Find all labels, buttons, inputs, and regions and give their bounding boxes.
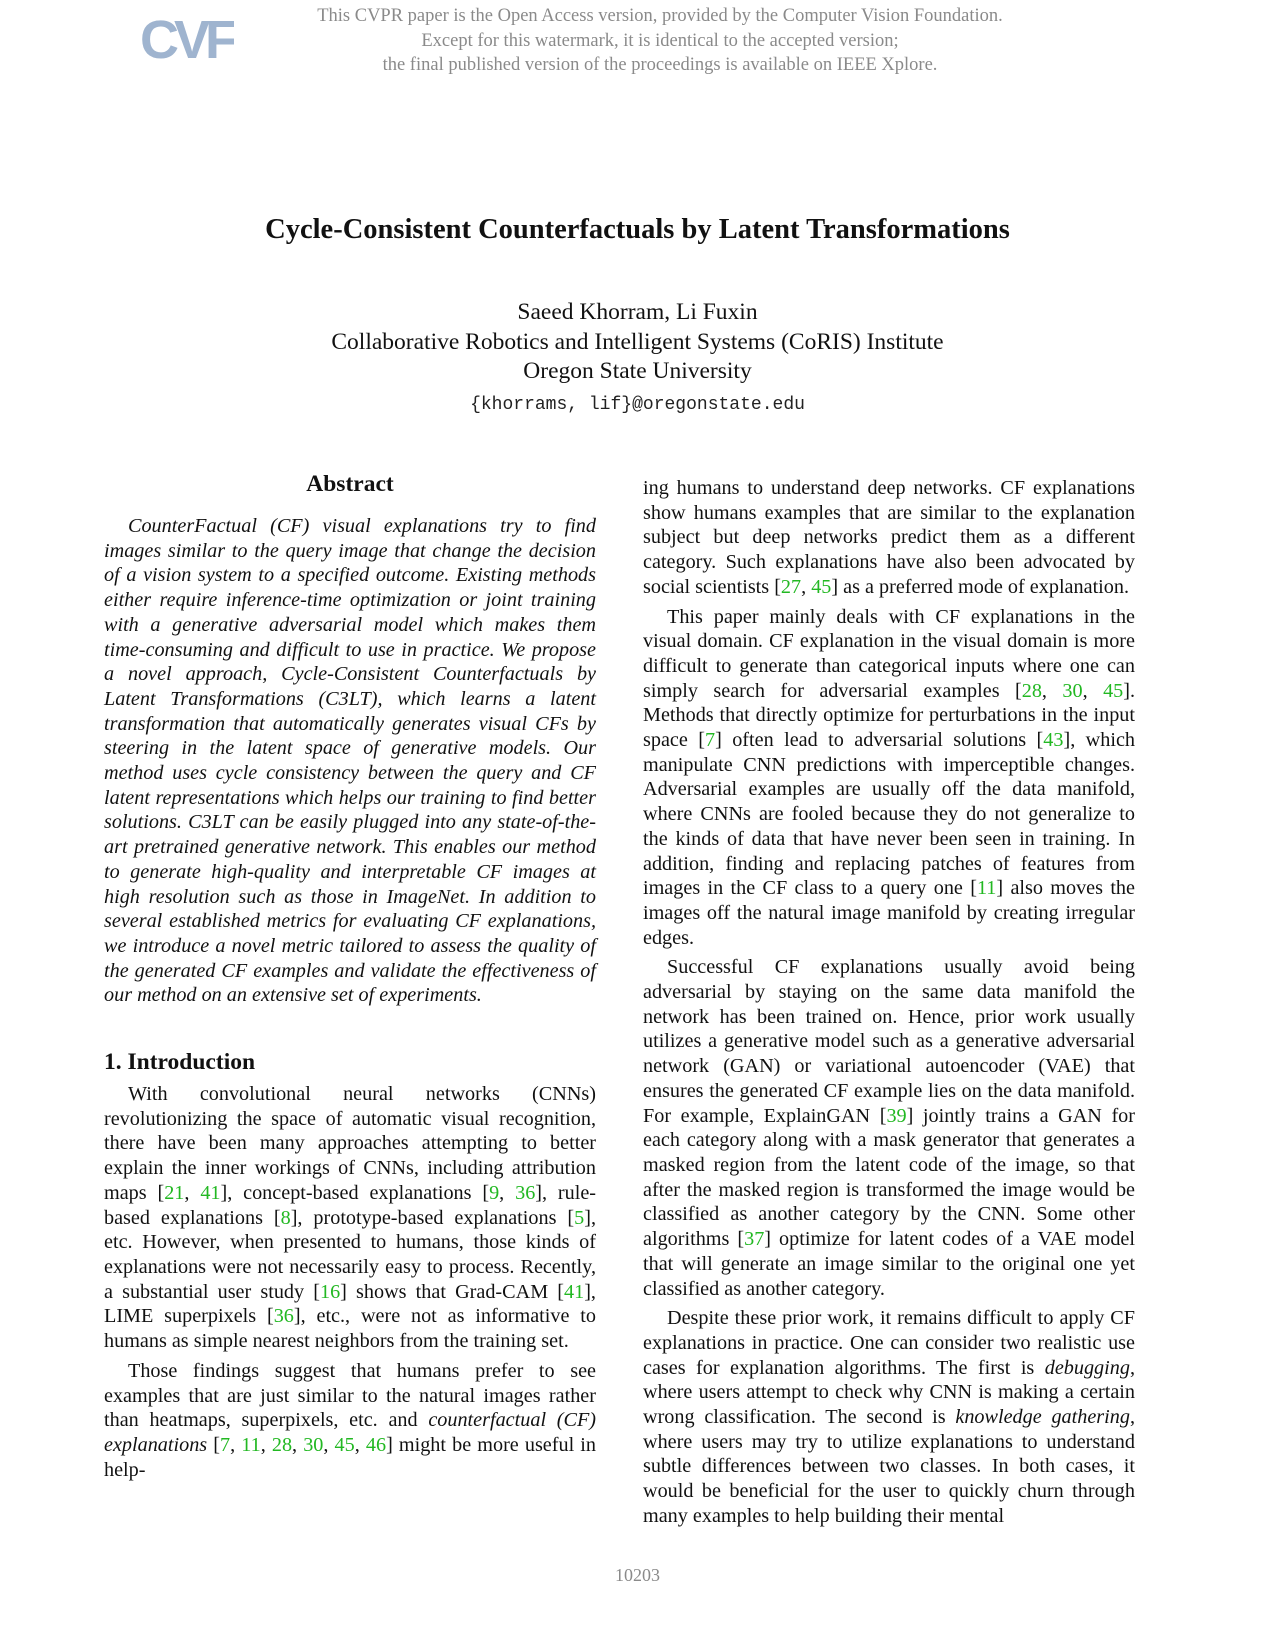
citation-link[interactable]: 36 [273,1305,294,1328]
text-run: , [801,575,812,598]
citation-link[interactable]: 7 [704,729,716,752]
text-run: ], which manipulate CNN predictions with imperceptible changes. Adversarial examples are usually off the data manifold, where CNNs are fooled because they do not generalize to the kinds of data that have never been seen in training. In addition, finding and replacing patches of features from images in the CF class to a query one [ [643,729,1136,900]
text-run: ], concept-based explanations [ [220,1181,490,1204]
cvf-logo [138,8,234,72]
citation-link[interactable]: 28 [271,1433,293,1456]
paper-title: Cycle-Consistent Counterfactuals by Latent Transformations [265,214,1010,245]
text-run: ] as a preferred mode of explanation. [831,575,1130,598]
text-run: ], etc. However, when presented to humans, those kinds of explanations were not necessarily easy to process. Recently, a substantial user study [ [104,1206,596,1303]
left-column [104,470,596,1482]
text-run: ], etc., were not as informative to humans as simple nearest neighbors from the training set. [104,1305,596,1353]
citation-link[interactable]: 41 [200,1181,221,1204]
text-run: , [260,1433,272,1456]
text-run: , [1082,679,1104,702]
open-access-watermark [230,4,1090,78]
citation-link[interactable]: 7 [220,1433,231,1456]
text-run: Successful CF explanations usually avoid being adversarial by staying on the same data manifold the network has been trained on. Hence, prior work usually utilizes a generative model such as a generative adversarial network (GAN) or variational autoencoder (VAE) that ensures the generated CF example lies on the data manifold. For example, ExplainGAN [ [643,956,1135,1127]
watermark-line-1: This CVPR paper is the Open Access version, provided by the Computer Vision Foundation. [317,6,1003,26]
citation-link[interactable]: 45 [334,1433,355,1456]
abstract-text: CounterFactual (CF) visual explanations try to find images similar to the query image that change the decision of a vision system to a specified outcome. Existing methods either require inference-time optimization or joint training with a generative adversarial model which makes them time-consuming and difficult to use in practice. We propose a novel approach, Cycle-Consistent Counterfactuals by Latent Transformations (C3LT), which learns a latent transformation that automatically generates visual CFs by steering in the latent space of generative models. Our method uses cycle consistency between the query and CF latent representations which helps our training to find better solutions. C3LT can be easily plugged into any state-of-the-art pretrained generative network. This enables our method to generate high-quality and interpretable CF images at high resolution such as those in ImageNet. In addition to several established metrics for evaluating CF explanations, we introduce a novel metric tailored to assess the quality of the generated CF examples and validate the effectiveness of our method on an extensive set of experiments. [104,515,596,1007]
citation-link[interactable]: 5 [574,1206,585,1229]
text-run: ], rule-based explanations [ [104,1181,597,1229]
citation-link[interactable]: 30 [1062,679,1083,702]
text-run: , [230,1433,242,1456]
citation-link[interactable]: 36 [515,1181,536,1204]
text-run: ], prototype-based explanations [ [290,1206,575,1229]
right-column [643,476,1135,1529]
intro-paragraph-5 [643,1306,1135,1528]
intro-paragraph-4 [643,955,1135,1301]
text-run: ing humans to understand deep networks. CF explanations show humans examples that are similar to the explanation subject but deep networks predict them as a different category. Such explanations have also been advocated by social scientists [ [643,477,1135,598]
text-run: ] also moves the images off the natural image manifold by creating irregular edges. [643,877,1135,949]
intro-paragraph-1 [104,1082,596,1354]
intro-paragraph-3 [643,605,1135,951]
author-affiliation-1: Collaborative Robotics and Intelligent Systems (CoRIS) Institute [331,328,944,355]
text-run: , [292,1433,304,1456]
author-names: Saeed Khorram, Li Fuxin [517,299,758,325]
intro-heading: 1. Introduction [104,1049,256,1076]
cvf-logo-text: CVF [140,10,233,70]
citation-link[interactable]: 45 [1103,679,1124,702]
text-run: Those findings suggest that humans prefer to see examples that are just similar to the natural images rather than heatmaps, superpixels, etc. and [104,1359,596,1432]
citation-link[interactable]: 11 [976,877,997,900]
text-run: , where users attempt to check why CNN is making a certain wrong classification. The second is [643,1356,1135,1429]
author-block [0,298,1275,420]
author-affiliation-2: Oregon State University [523,358,752,384]
text-run: [ [207,1433,220,1456]
text-run: This paper mainly deals with CF explanations in the visual domain. CF explanation in the visual domain is more difficult to generate than categorical inputs where one can simply search for adversarial examples [ [643,605,1135,702]
citation-link[interactable]: 8 [280,1206,291,1229]
text-run: Despite these prior work, it remains difficult to apply CF explanations in practice. One can consider two realistic use cases for explanation algorithms. The first is [643,1307,1135,1379]
citation-link[interactable]: 37 [744,1228,765,1251]
page-number: 10203 [615,1565,660,1585]
text-run: ], LIME superpixels [ [104,1280,596,1328]
citation-link[interactable]: 46 [365,1433,387,1456]
citation-link[interactable]: 16 [319,1280,341,1303]
citation-link[interactable]: 28 [1021,679,1042,702]
author-email: {khorrams, lif}@oregonstate.edu [470,394,805,415]
intro-paragraph-2 [104,1359,596,1483]
citation-link[interactable]: 45 [811,575,832,598]
text-run: , [1041,679,1063,702]
citation-link[interactable]: 30 [303,1433,324,1456]
text-run: , [499,1181,516,1204]
watermark-line-2: Except for this watermark, it is identical to the accepted version; [421,30,899,51]
citation-link[interactable]: 27 [780,575,802,598]
text-run: , [354,1433,366,1456]
text-run: ]. Methods that directly optimize for perturbations in the input space [ [643,679,1136,752]
emphasis-text: counterfactual (CF) explanations [104,1409,596,1456]
citation-link[interactable]: 41 [564,1280,585,1303]
citation-link[interactable]: 9 [489,1181,500,1204]
citation-link[interactable]: 43 [1043,729,1064,752]
text-run: ] jointly trains a GAN for each category along with a mask generator that generates a masked region from the latent code of the image, so that after the masked region is transformed the image would be classified as another category by the CNN. Some other algorithms [ [643,1104,1135,1251]
citation-link[interactable]: 21 [164,1181,185,1204]
watermark-line-3: the final published version of the proceedings is available on IEEE Xplore. [382,55,938,75]
intro-paragraph-2-continued [643,476,1135,600]
abstract-heading: Abstract [306,471,394,497]
emphasis-text: debugging [1044,1356,1130,1379]
text-run: ] optimize for latent codes of a VAE model that will generate an image similar to the original one yet classified as another category. [643,1228,1135,1300]
citation-link[interactable]: 11 [241,1433,261,1456]
text-run: , [184,1181,201,1204]
text-run: ] often lead to adversarial solutions [ [715,729,1044,752]
text-run: ] shows that Grad-CAM [ [340,1280,565,1303]
text-run: , [323,1433,335,1456]
emphasis-text: knowledge gathering [955,1406,1130,1429]
text-run: , where users may try to utilize explanations to understand subtle differences between two classes. In both cases, it would be beneficial for the user to quickly churn through many examples to help building their mental [643,1406,1135,1527]
citation-link[interactable]: 39 [886,1104,907,1127]
text-run: With convolutional neural networks (CNNs) revolutionizing the space of automatic visual recognition, there have been many approaches attempting to better explain the inner workings of CNNs, including attribution maps [ [104,1083,596,1204]
text-run: ] might be more useful in help- [104,1433,597,1481]
